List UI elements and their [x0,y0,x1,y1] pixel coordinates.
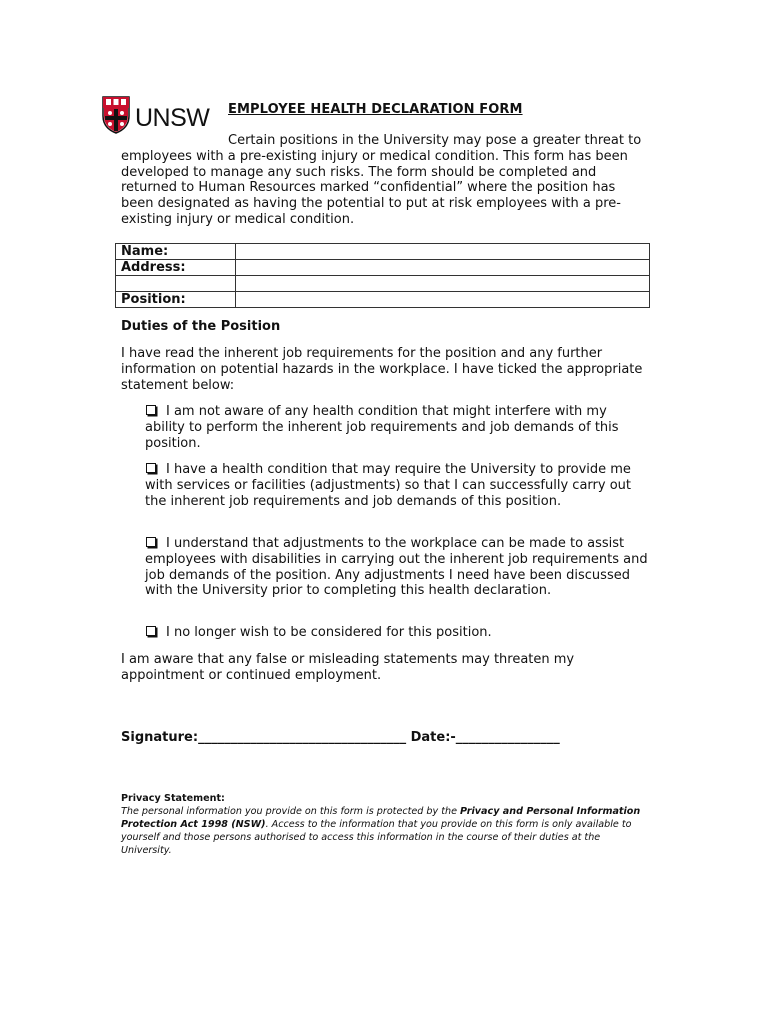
address-label: Address: [116,260,236,276]
address-row [116,260,650,276]
checkbox[interactable] [146,405,156,415]
signature-field[interactable]: ________________________________ [198,730,407,745]
signature-line [121,730,560,745]
checkbox[interactable] [146,463,156,473]
option-text: I no longer wish to be considered for this position. [166,625,492,640]
option-text: I am not aware of any health condition that might interfere with my ability to perform the inherent job requirements and job demands of this position. [145,404,619,451]
position-row [116,292,650,308]
privacy-statement [121,792,641,857]
form-title: EMPLOYEE HEALTH DECLARATION FORM [228,102,523,117]
name-row [116,244,650,260]
name-label: Name: [116,244,236,260]
signature-label: Signature: [121,730,199,745]
privacy-text-before: The personal information you provide on this form is protected by the [121,806,461,817]
privacy-heading: Privacy Statement: [121,793,225,804]
checkbox[interactable] [146,626,156,636]
option-item [145,404,650,451]
position-label: Position: [116,292,236,308]
duties-heading: Duties of the Position [121,319,281,334]
intro-paragraph: Certain positions in the University may pose a greater threat to employees with a pre-existing injury or medical condition. This form has been developed to manage any such risks. The form should be completed and returned to Human Resources marked “confidential” where the position has been designated as having the potential to put at risk employees with a pre-existing injury or medical condition. [121,133,642,227]
date-label: Date:- [410,730,456,745]
option-item [145,625,650,641]
employee-details-table [115,243,650,308]
option-item [145,536,650,599]
logo-wordmark: UNSW [135,104,210,132]
unsw-logo [102,96,209,134]
date-field[interactable]: ________________ [455,730,560,745]
address-row-2 [116,276,650,292]
position-field[interactable] [236,292,650,308]
privacy-text-after: . Access to the information that you provide on this form is only available to yourself and those persons authorised to access this information in the course of their duties at the University. [121,819,632,856]
privacy-text [121,805,641,857]
option-item [145,462,650,509]
duties-statement: I have read the inherent job requirements for the position and any further information on potential hazards in the workplace. I have ticked the appropriate statement below: [121,346,643,393]
address-label-blank [116,276,236,292]
address-field[interactable] [236,260,650,276]
privacy-act-name: Privacy and Personal Information Protection Act 1998 (NSW) [121,806,641,830]
checkbox[interactable] [146,537,156,547]
unsw-crest-icon [102,96,130,134]
option-text: I understand that adjustments to the workplace can be made to assist employees with disabilities in carrying out the inherent job requirements and job demands of the position. Any adjustments I need have been discussed with the University prior to completing this health declaration. [145,536,648,599]
option-text: I have a health condition that may require the University to provide me with services or facilities (adjustments) so that I can successfully carry out the inherent job requirements and job demands of this position. [145,462,631,509]
awareness-statement: I am aware that any false or misleading statements may threaten my appointment or continued employment. [121,652,575,683]
address-field-line-2[interactable] [236,276,650,292]
name-field[interactable] [236,244,650,260]
